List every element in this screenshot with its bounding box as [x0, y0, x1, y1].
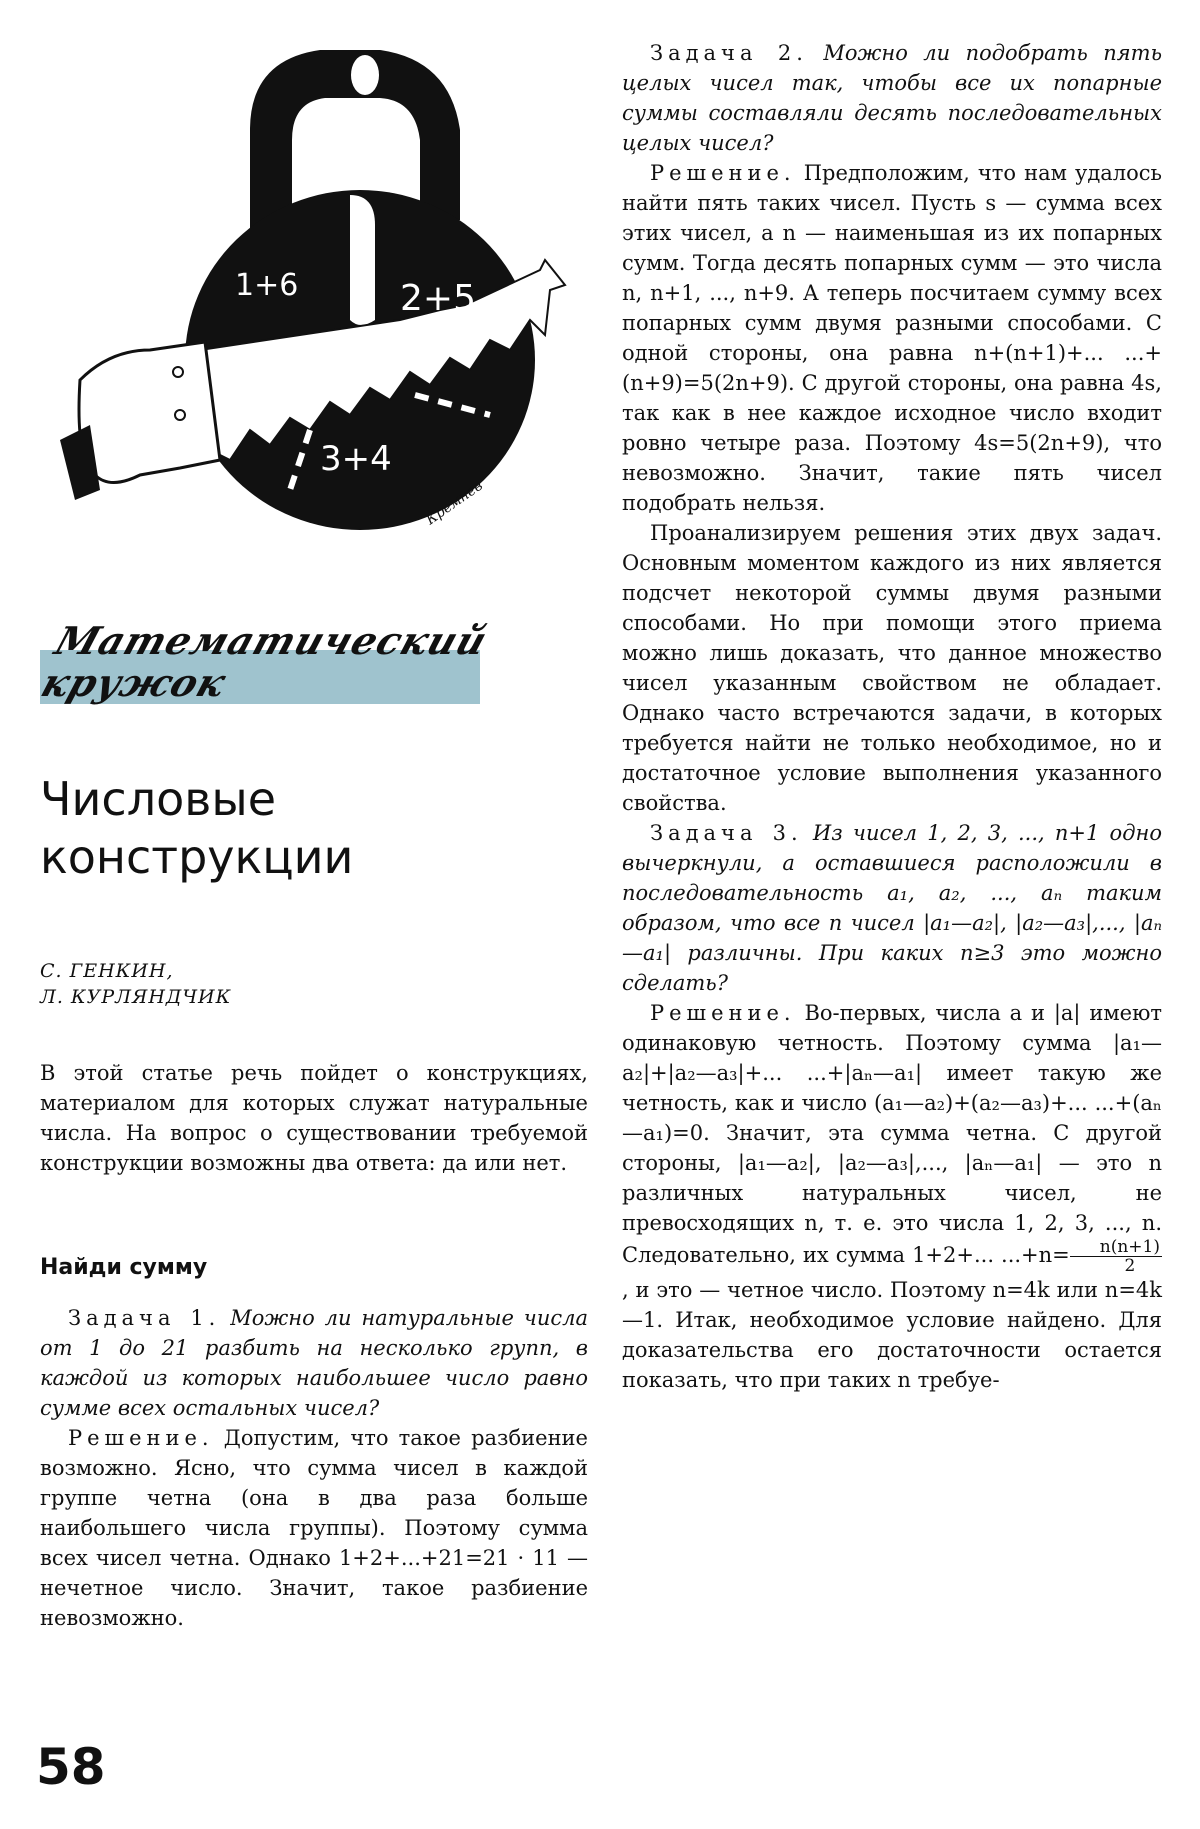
solution-3-text-1: Во-первых, числа a и |a| имеют одинаковую четность. Поэтому сумма |a₁—a₂|+|a₂—a₃|+... ...+|aₙ—a₁| имеет такую же четность, как и число (a₁—a₂)+(a₂—a₃)+... ...+(aₙ—a₁)=0. Значит, эта сумма четна. С другой стороны, |a₁—a₂|, |a₂—a₃|,..., |aₙ—a₁| — это n различных натуральных чисел, не превосходящих n, т. е. это числа 1, 2, 3, ..., n. Следовательно, их сумма 1+2+... ...+n=: [622, 1001, 1162, 1267]
page-number: 58: [36, 1738, 106, 1796]
label-2-plus-5: 2+5: [400, 278, 476, 319]
title-line-2: конструкции: [40, 830, 354, 884]
solution-3-text-2: , и это — четное число. Поэтому n=4k или n=4k—1. Итак, необходимое условие найдено. Для доказательства его достаточности остается показать, что при таких n требуе-: [622, 1278, 1162, 1392]
right-column: [622, 38, 1162, 1395]
problem-2-label: Задача 2.: [650, 41, 808, 65]
title-line-1: Числовые: [40, 772, 276, 826]
rubric-script: [36, 620, 492, 704]
solution-1-label: Решение.: [68, 1426, 214, 1450]
problem-3-label: Задача 3.: [650, 821, 803, 845]
fraction-numerator: n(n+1): [1070, 1238, 1162, 1257]
problem-1: [40, 1303, 588, 1423]
analysis-paragraph: Проанализируем решения этих двух задач. Основным моментом каждого из них является подсчет некоторой суммы двумя разными способами. Но при помощи этого приема можно лишь доказать, что данное множество чисел указанным свойством не обладает. Однако часто встречаются задачи, в которых требуется найти не только необходимое, но и достаточное условие выполнения указанного свойства.: [622, 521, 1162, 815]
rubric-line-1: Математический: [49, 618, 494, 663]
article-title: [40, 770, 560, 886]
problem-1-statement: Можно ли натуральные числа от 1 до 21 разбить на несколько групп, в каждой из которых наибольшее число равно сумме всех остальных чисел?: [40, 1306, 588, 1420]
solution-1-text: Допустим, что такое разбиение возможно. Ясно, что сумма чисел в каждой группе четна (она в два раза больше наибольшего числа группы). Поэтому сумма всех чисел четна. Однако 1+2+...+21=21 · 11 — нечетное число. Значит, такое разбиение невозможно.: [40, 1426, 588, 1630]
intro-paragraph: В этой статье речь пойдет о конструкциях, материалом для которых служат натуральные числа. На вопрос о существовании требуемой конструкции возможны два ответа: да или нет.: [40, 1061, 588, 1175]
fraction-denominator: 2: [1124, 1256, 1136, 1276]
artist-signature: Кремнев: [423, 477, 486, 529]
problem-3-statement: Из чисел 1, 2, 3, ..., n+1 одно вычеркнули, а оставшиеся расположили в последовательность a₁, a₂, ..., aₙ таким образом, что все n чисел |a₁—a₂|, |a₂—a₃|,..., |aₙ—a₁| различны. При каких n≥3 это можно сделать?: [622, 821, 1162, 995]
solution-2-text: Предположим, что нам удалось найти пять таких чисел. Пусть s — сумма всех этих чисел, а n — наименьшая из их попарных сумм. Тогда десять попарных сумм — это числа n, n+1, ..., n+9. А теперь посчитаем сумму всех попарных сумм двумя разными способами. С одной стороны, она равна n+(n+1)+... ...+(n+9)=5(2n+9). С другой стороны, она равна 4s, так как в нее каждое исходное число входит ровно четыре раза. Поэтому 4s=5(2n+9), что невозможно. Значит, такие пять чисел подобрать нельзя.: [622, 161, 1162, 515]
problem-3: [622, 818, 1162, 998]
author-1: С. ГЕНКИН,: [40, 960, 174, 982]
left-column: [40, 1303, 588, 1633]
solution-2: [622, 158, 1162, 518]
fraction: [1070, 1238, 1162, 1275]
author-2: Л. КУРЛЯНДЧИК: [40, 986, 232, 1008]
padlock-saw-illustration: [20, 20, 580, 540]
solution-2-label: Решение.: [650, 161, 796, 185]
rubric-line-2: кружок: [36, 660, 233, 705]
problem-1-label: Задача 1.: [68, 1306, 221, 1330]
solution-3: [622, 998, 1162, 1395]
section-heading: Найди сумму: [40, 1255, 208, 1280]
problem-2-statement: Можно ли подобрать пять целых чисел так, чтобы все их попарные суммы составляли десять последовательных целых чисел?: [622, 41, 1163, 155]
authors: [40, 958, 231, 1010]
rubric-banner: [36, 600, 520, 750]
illustration: [20, 20, 580, 540]
label-1-plus-6: 1+6: [235, 268, 299, 303]
problem-2: [622, 38, 1162, 158]
solution-1: [40, 1423, 588, 1633]
solution-3-label: Решение.: [650, 1001, 796, 1025]
label-3-plus-4: 3+4: [320, 439, 392, 479]
